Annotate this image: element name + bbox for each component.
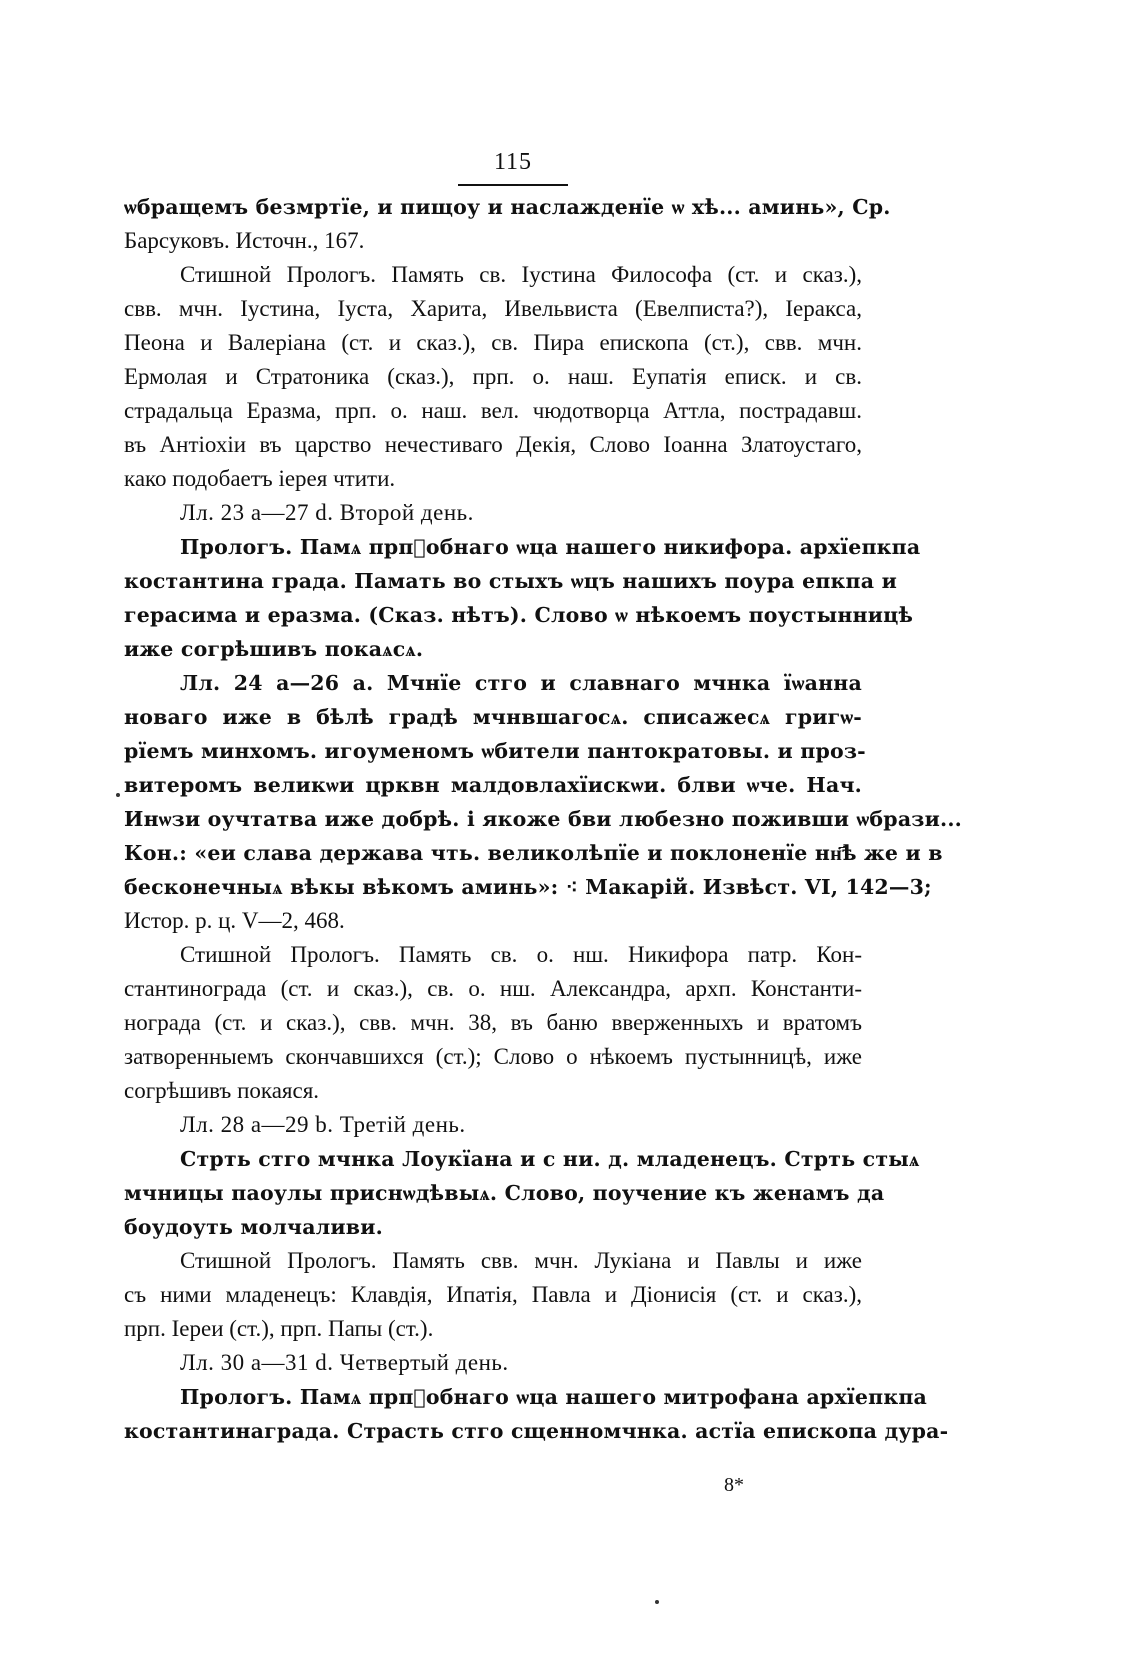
text-line: затворенныемъ скончавшихся (ст.); Слово о нѣкоемъ пустынницѣ, иже [124,1044,862,1069]
text-line: костантинаграда. Страсть стго сщенномчнка. астїа епископа дура- [124,1419,949,1443]
text-line: Стрть стго мчнка Лоукїана и с ни. д. младенецъ. Стрть стыѧ [180,1147,920,1171]
text-line: Барсуковъ. Источн., 167. [124,228,365,253]
ink-speck [655,1600,659,1604]
text-line: согрѣшивъ покаяся. [124,1078,320,1103]
section-heading: Лл. 30 а—31 d. Четвертый день. [180,1350,509,1375]
text-line: како подобаетъ іерея чтити. [124,466,396,491]
text-line: Кон.: «еи слава держава чть. великолѣпїе и поклоненїе нн҃ѣ же и в [124,841,943,865]
text-line: бесконечныѧ вѣкы вѣкомъ аминь»: ⁖ Макарій. Извѣст. VI, 142—3; [124,875,932,899]
text-line: новаго иже в бѣлѣ градѣ мчнвшагосѧ. списажесѧ григѡ- [124,705,862,729]
text-line: мчницы паоулы приснѡдѣвыѧ. Слово, поучение къ женамъ да [124,1181,885,1205]
text-line: Ермолая и Стратоника (сказ.), прп. о. наш. Еупатія еписк. и св. [124,364,862,389]
text-line: прп. Іереи (ст.), прп. Папы (ст.). [124,1316,434,1341]
text-line: свв. мчн. Іустина, Іуста, Харита, Ивельвиста (Евелписта?), Іеракса, [124,296,862,321]
page-number: 115 [458,150,568,186]
text-line: костантина града. Памать во стыхъ ѡцъ нашихъ поура епкпа и [124,569,897,593]
text-line: боудоуть молчаливи. [124,1215,383,1239]
text-line: въ Антіохіи въ царство нечестиваго Декія, Слово Іоанна Златоустаго, [124,432,862,457]
text-line: витеромъ великѡи црквн малдовлахїискѡи. блви ѡче. Нач. [124,773,862,797]
text-line: Прологъ. Памѧ прпⷣобнаго ѡца нашего никифора. архїепкпа [180,535,921,559]
text-line: рїемъ минхомъ. игоуменомъ ѡбители пантократовы. и проз- [124,739,866,763]
text-line: Прологъ. Памѧ прпⷣобнаго ѡца нашего митрофана архїепкпа [180,1385,928,1409]
text-line: Стишной Прологъ. Память св. Іустина Философа (ст. и сказ.), [180,262,862,287]
text-line: Инѡзи оучтатва иже добрѣ. і якоже бви любезно поживши ѡбрази... [124,807,962,831]
text-line: съ ними младенецъ: Клавдія, Ипатія, Павла и Діонисія (ст. и сказ.), [124,1282,862,1307]
section-heading: Лл. 24 а—26 а. Мчнїе стго и славнаго мчнка їѡанна [180,671,862,695]
text-line: Истор. р. ц. V—2, 468. [124,908,345,933]
text-line: стантинограда (ст. и сказ.), св. о. нш. Александра, архп. Константи- [124,976,862,1001]
signature-mark: 8* [724,1474,744,1496]
text-line: Пеона и Валеріана (ст. и сказ.), св. Пира епископа (ст.), свв. мчн. [124,330,862,355]
text-line: страдальца Еразма, прп. о. наш. вел. чюдотворца Аттла, пострадавш. [124,398,862,423]
text-line: нограда (ст. и сказ.), свв. мчн. 38, въ баню вверженныхъ и вратомъ [124,1010,862,1035]
section-heading: Лл. 28 а—29 b. Третій день. [180,1112,466,1137]
section-heading: Лл. 23 а—27 d. Второй день. [180,500,474,525]
text-line: Стишной Прологъ. Память свв. мчн. Лукіана и Павлы и иже [180,1248,862,1273]
text-line: иже согрѣшивъ покаѧсѧ. [124,637,424,661]
text-line: герасима и еразма. (Сказ. нѣтъ). Слово ѡ нѣкоемъ поустынницѣ [124,603,914,627]
text-line: ѡбращемъ безмртїе, и пищоу и наслажденїе ѡ хѣ... аминь», Ср. [124,195,891,219]
ink-speck [116,793,120,797]
text-line: Стишной Прологъ. Память св. о. нш. Никифора патр. Кон- [180,942,862,967]
